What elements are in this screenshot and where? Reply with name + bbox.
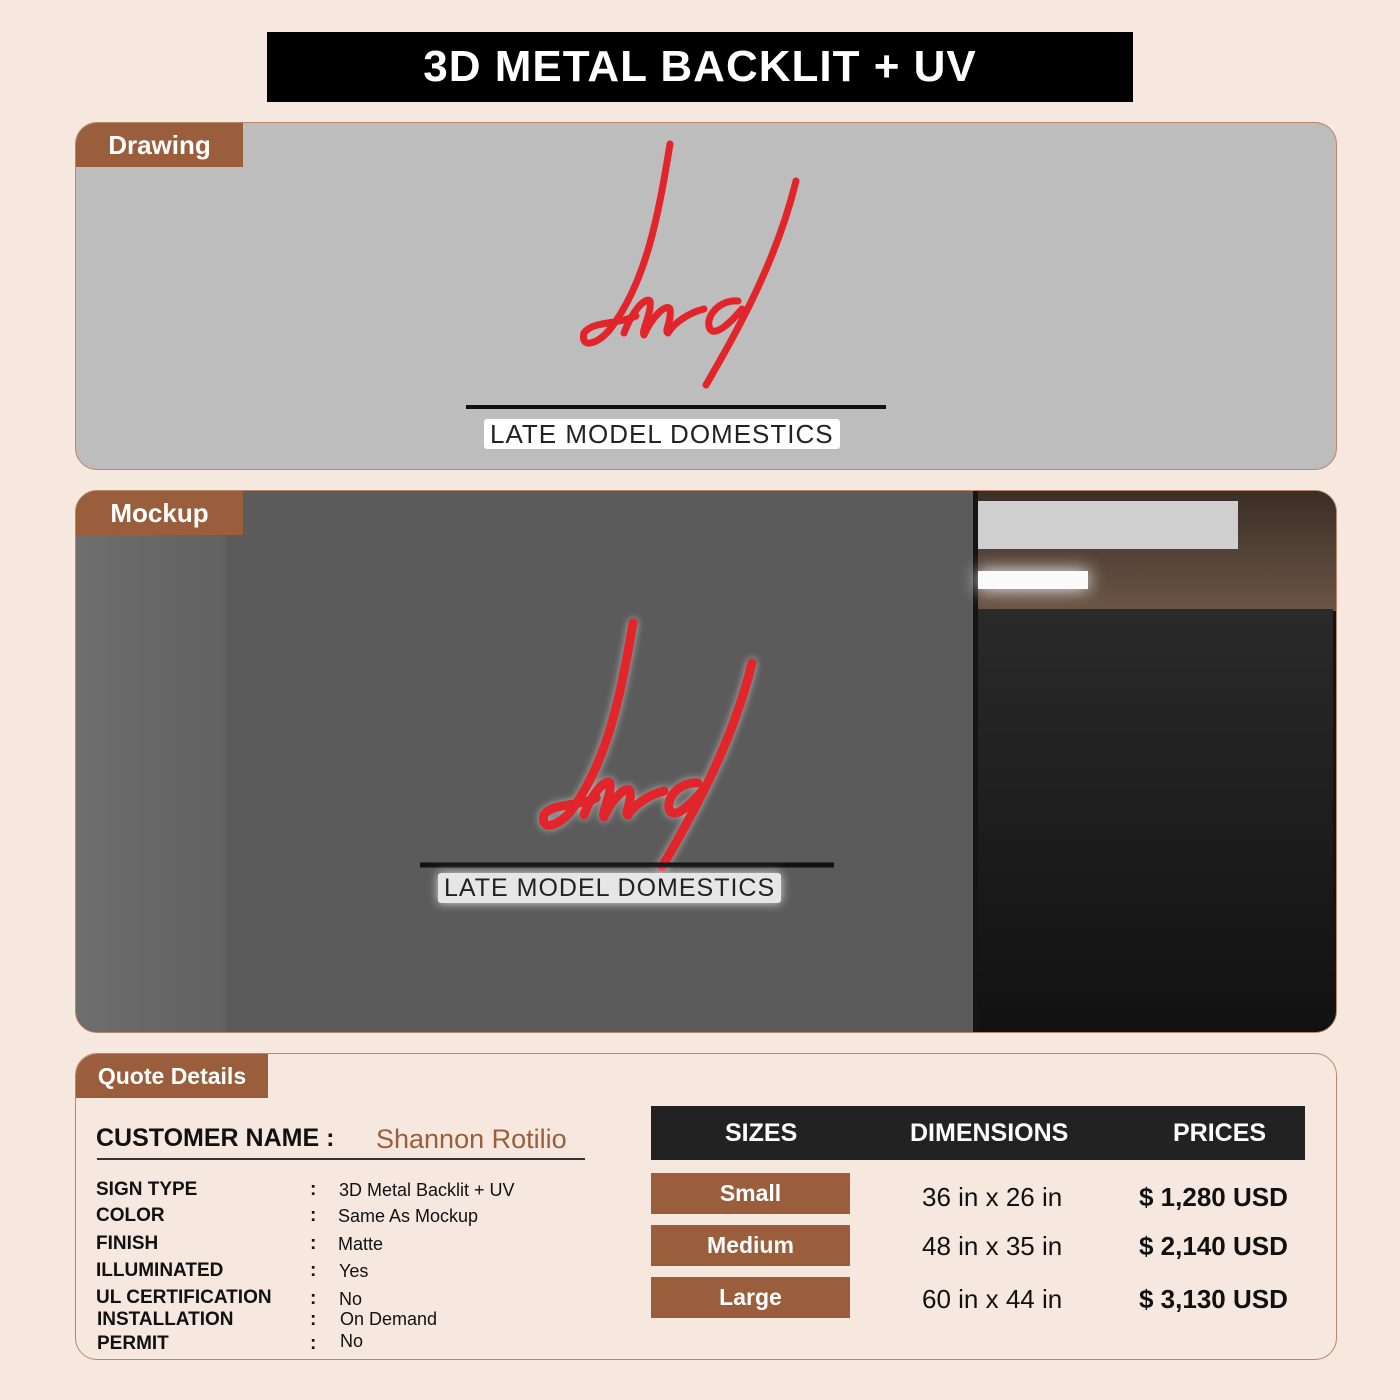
spec-label-finish: FINISH xyxy=(96,1233,159,1254)
lmd-logo-drawing xyxy=(76,123,1337,470)
drawing-tab: Drawing xyxy=(76,123,243,167)
header-prices: PRICES xyxy=(1173,1119,1267,1147)
size-small-button[interactable]: Small xyxy=(651,1173,850,1214)
spec-label-ul-certification: UL CERTIFICATION xyxy=(96,1287,272,1308)
price-medium: $ 2,140 USD xyxy=(1139,1231,1288,1261)
logo-wordmark: LATE MODEL DOMESTICS xyxy=(484,419,840,449)
dimensions-small: 36 in x 26 in xyxy=(922,1182,1063,1212)
spec-colon: : xyxy=(310,1288,317,1309)
spec-colon: : xyxy=(310,1233,317,1254)
header-sizes: SIZES xyxy=(725,1119,798,1147)
size-large-button[interactable]: Large xyxy=(651,1277,850,1318)
price-large: $ 3,130 USD xyxy=(1139,1284,1288,1314)
spec-label-illuminated: ILLUMINATED xyxy=(96,1260,224,1281)
spec-colon: : xyxy=(310,1260,317,1281)
spec-value-ul-certification: No xyxy=(339,1289,363,1309)
spec-colon: : xyxy=(310,1205,317,1226)
spec-colon: : xyxy=(310,1179,317,1200)
customer-underline xyxy=(97,1158,585,1160)
mockup-logo-wordmark: LATE MODEL DOMESTICS xyxy=(438,873,781,903)
quote-tab: Quote Details xyxy=(76,1054,268,1098)
lmd-logo-mockup xyxy=(76,491,1337,1033)
header-dimensions: DIMENSIONS xyxy=(910,1119,1069,1147)
logo-letter-d xyxy=(706,181,796,385)
spec-label-color: COLOR xyxy=(96,1205,165,1226)
spec-colon: : xyxy=(310,1309,317,1330)
price-small: $ 1,280 USD xyxy=(1139,1182,1288,1212)
spec-colon: : xyxy=(310,1333,317,1354)
spec-value-installation: On Demand xyxy=(340,1309,438,1329)
mockup-panel xyxy=(75,490,1337,1033)
price-table-header xyxy=(651,1106,1305,1160)
customer-name-label: CUSTOMER NAME : xyxy=(96,1124,335,1152)
spec-label-installation: INSTALLATION xyxy=(97,1309,234,1330)
drawing-panel xyxy=(75,122,1337,470)
spec-label-sign-type: SIGN TYPE xyxy=(96,1179,198,1200)
size-medium-button[interactable]: Medium xyxy=(651,1225,850,1266)
spec-value-sign-type: 3D Metal Backlit + UV xyxy=(339,1180,515,1200)
dimensions-medium: 48 in x 35 in xyxy=(922,1231,1063,1261)
spec-value-color: Same As Mockup xyxy=(338,1206,479,1226)
page-title: 3D METAL BACKLIT + UV xyxy=(267,32,1133,102)
spec-label-permit: PERMIT xyxy=(97,1333,169,1354)
spec-value-illuminated: Yes xyxy=(339,1261,369,1281)
spec-value-permit: No xyxy=(340,1331,364,1351)
customer-name-value: Shannon Rotilio xyxy=(376,1124,567,1154)
dimensions-large: 60 in x 44 in xyxy=(922,1284,1063,1314)
mockup-tab: Mockup xyxy=(76,491,243,535)
spec-value-finish: Matte xyxy=(338,1234,384,1254)
